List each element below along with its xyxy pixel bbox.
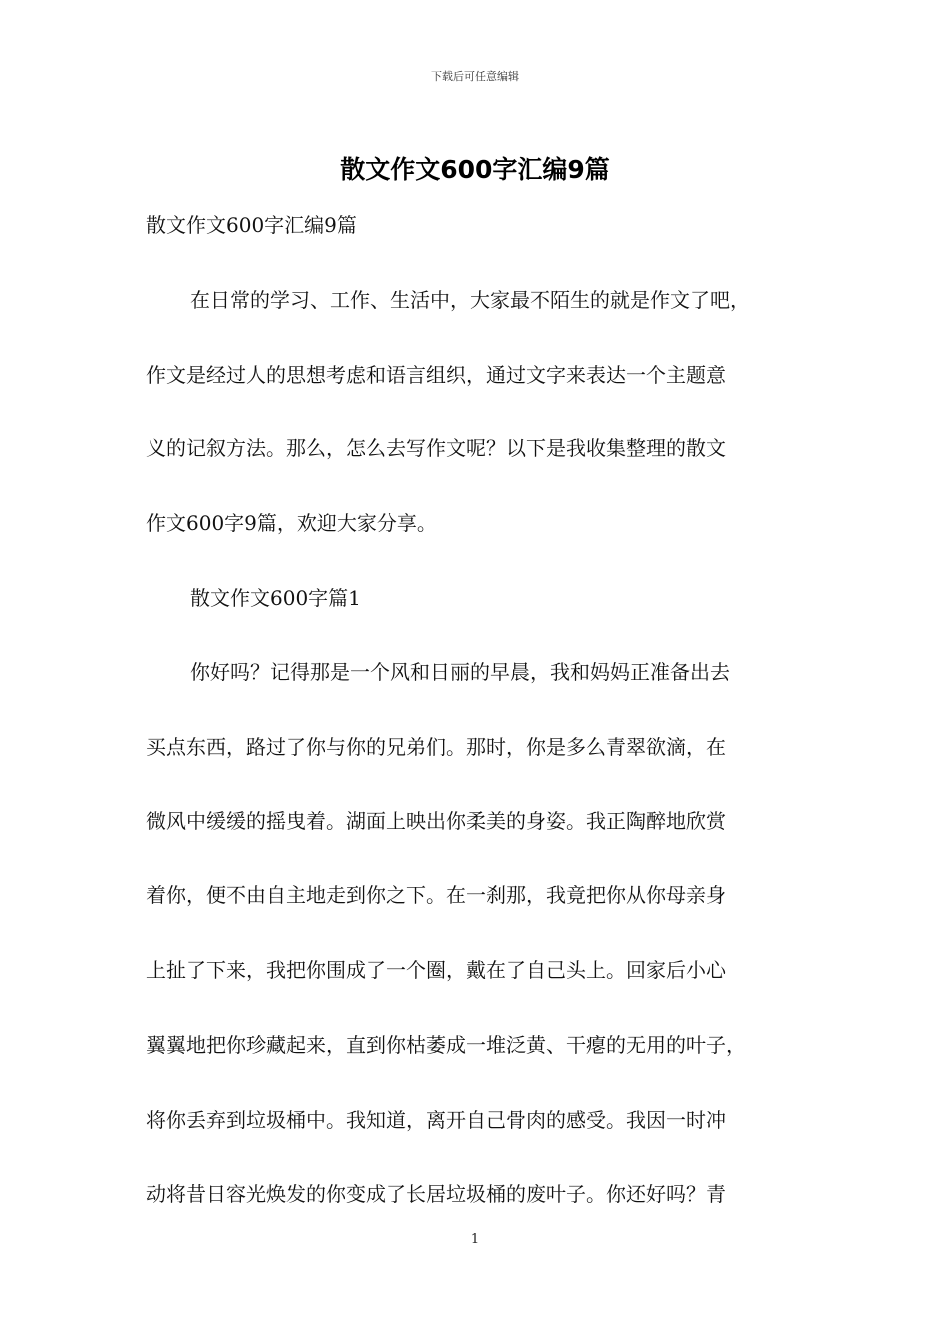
intro-line: 作文600字9篇，欢迎大家分享。	[146, 511, 437, 535]
body-line: 翼翼地把你珍藏起来，直到你枯萎成一堆泛黄、干瘪的无用的叶子，	[146, 1033, 746, 1057]
document-subtitle: 散文作文600字汇编9篇	[146, 213, 357, 237]
section-heading: 散文作文600字篇1	[190, 586, 361, 610]
intro-line: 在日常的学习、工作、生活中，大家最不陌生的就是作文了吧，	[190, 288, 750, 312]
body-line: 买点东西，路过了你与你的兄弟们。那时，你是多么青翠欲滴，在	[146, 735, 726, 759]
body-line: 将你丢弃到垃圾桶中。我知道，离开自己骨肉的感受。我因一时冲	[146, 1108, 726, 1132]
body-line: 动将昔日容光焕发的你变成了长居垃圾桶的废叶子。你还好吗？青	[146, 1182, 726, 1206]
page-number: 1	[470, 1232, 480, 1247]
intro-line: 义的记叙方法。那么，怎么去写作文呢？以下是我收集整理的散文	[146, 436, 726, 460]
body-line: 上扯了下来，我把你围成了一个圈，戴在了自己头上。回家后小心	[146, 958, 726, 982]
intro-line: 作文是经过人的思想考虑和语言组织，通过文字来表达一个主题意	[146, 363, 726, 387]
body-line: 着你，便不由自主地走到你之下。在一刹那，我竟把你从你母亲身	[146, 883, 726, 907]
header-note: 下载后可任意编辑	[431, 70, 519, 83]
document-title: 散文作文600字汇编9篇	[340, 155, 610, 184]
body-line: 微风中缓缓的摇曳着。湖面上映出你柔美的身姿。我正陶醉地欣赏	[146, 809, 726, 833]
body-line: 你好吗？记得那是一个风和日丽的早晨，我和妈妈正准备出去	[190, 660, 730, 684]
